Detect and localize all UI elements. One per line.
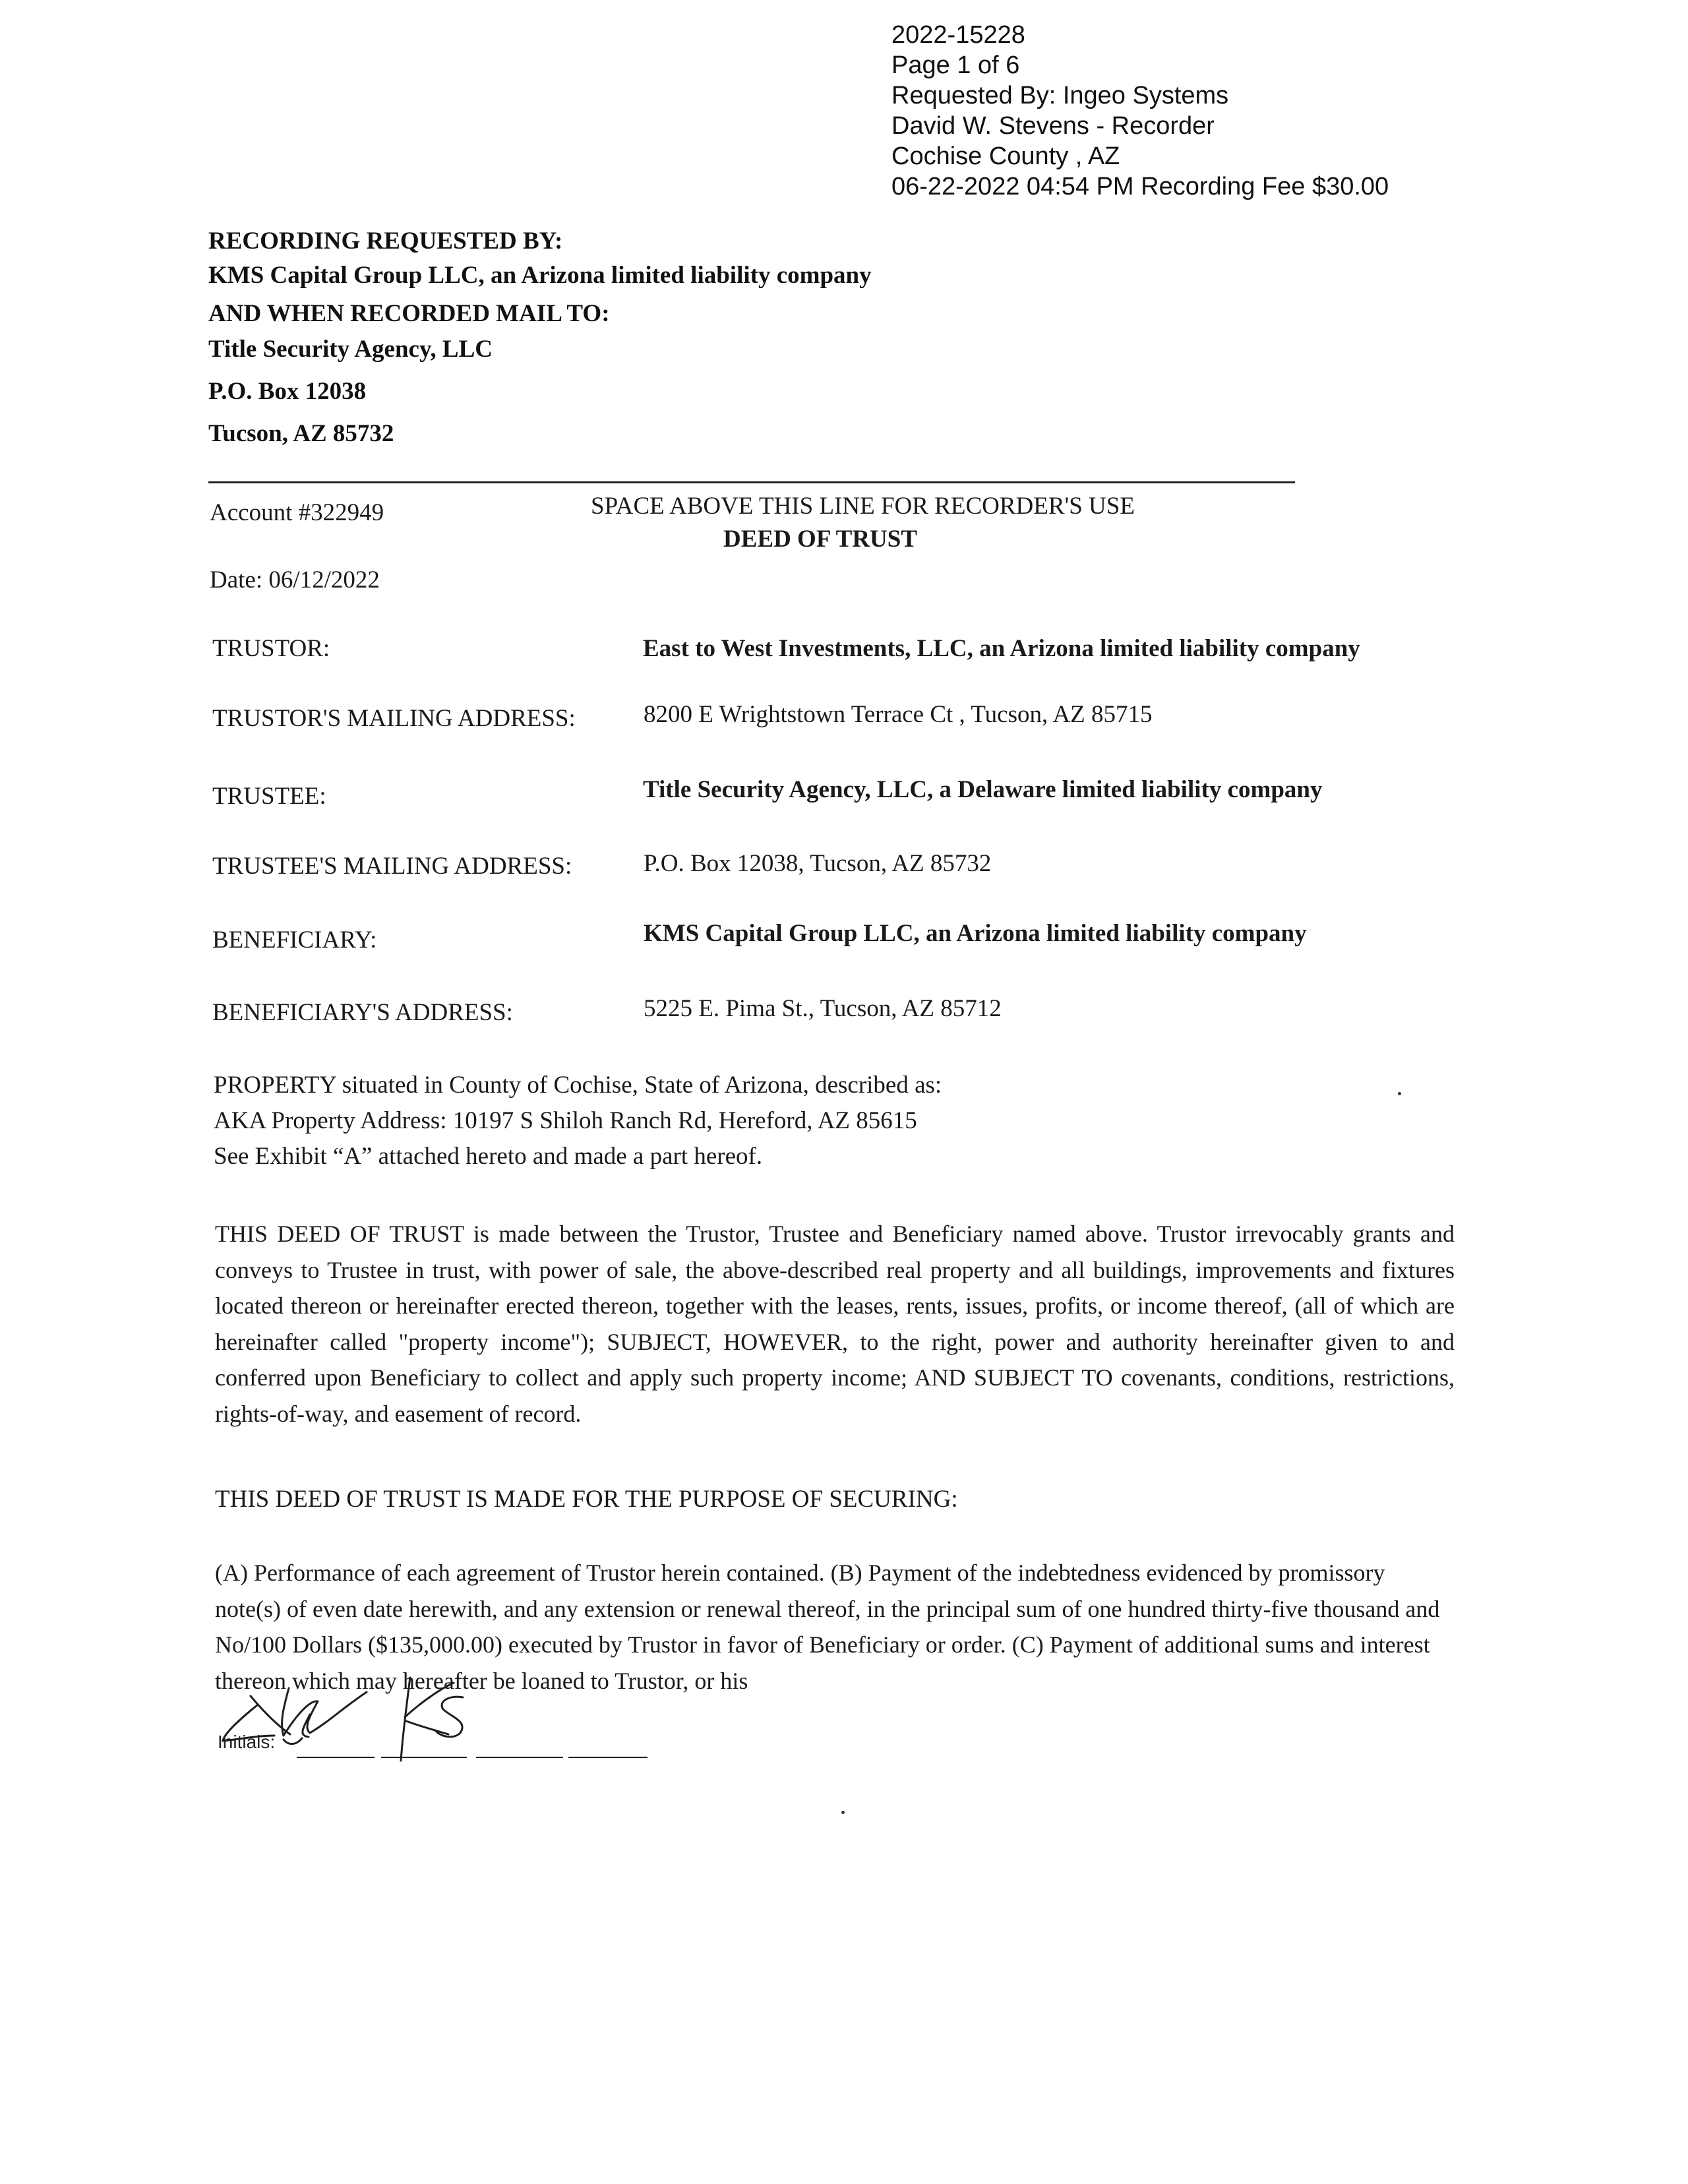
beneficiary-address-value: 5225 E. Pima St., Tucson, AZ 85712	[644, 995, 1002, 1022]
account-number: Account #322949	[210, 499, 384, 526]
purpose-heading: THIS DEED OF TRUST IS MADE FOR THE PURPOSE OF SECURING:	[215, 1486, 958, 1513]
handwritten-initials-signature	[211, 1662, 488, 1787]
initials-line-4	[568, 1757, 648, 1758]
requested-by: Requested By: Ingeo Systems	[891, 82, 1229, 109]
trustee-address-value: P.O. Box 12038, Tucson, AZ 85732	[644, 850, 992, 877]
beneficiary-address-label: BENEFICIARY'S ADDRESS:	[212, 999, 513, 1026]
recorder-use-divider	[208, 481, 1295, 483]
trustor-address-value: 8200 E Wrightstown Terrace Ct , Tucson, AZ 85715	[644, 701, 1153, 728]
trustee-address-label: TRUSTEE'S MAILING ADDRESS:	[212, 853, 572, 880]
property-exhibit-note: See Exhibit “A” attached hereto and made a part hereof.	[214, 1143, 763, 1170]
securing-paragraph: (A) Performance of each agreement of Trustor herein contained. (B) Payment of the indebtedness evidenced by promissory note(s) of even date herewith, and any extension or renewal thereof, in the principal sum of one hundred thirty-five thousand and No/100 Dollars ($135,000.00) executed by Trustor in favor of Beneficiary or order. (C) Payment of additional sums and interest thereon which may hereafter be loaned to Trustor, or his	[215, 1560, 1440, 1694]
document-number: 2022-15228	[891, 21, 1025, 49]
trustor-value: East to West Investments, LLC, an Arizona limited liability company	[643, 635, 1360, 662]
trustee-value: Title Security Agency, LLC, a Delaware limited liability company	[643, 776, 1323, 803]
property-address: AKA Property Address: 10197 S Shiloh Ranch Rd, Hereford, AZ 85615	[214, 1107, 917, 1134]
document-title: DEED OF TRUST	[723, 526, 918, 553]
grant-paragraph: THIS DEED OF TRUST is made between the Trustor, Trustee and Beneficiary named above. Trustor irrevocably grants and conveys to Trustee in trust, with power of sale, the above-described real property and all buildings, improvements and fixtures located thereon or hereinafter erected thereon, together with the leases, rents, issues, profits, or income thereof, (all of which are hereinafter called "property income"); SUBJECT, HOWEVER, to the right, power and authority hereinafter given to and conferred upon Beneficiary to collect and apply such property income; AND SUBJECT TO covenants, conditions, restrictions, rights-of-way, and easement of record.	[215, 1221, 1455, 1427]
recording-county: Cochise County , AZ	[891, 142, 1120, 170]
beneficiary-label: BENEFICIARY:	[212, 926, 377, 954]
page-indicator: Page 1 of 6	[891, 51, 1020, 79]
recorder-stamp	[891, 20, 1389, 202]
mail-to-box: P.O. Box 12038	[208, 378, 367, 405]
mail-to-label: AND WHEN RECORDED MAIL TO:	[208, 300, 610, 327]
recorder-space-note: SPACE ABOVE THIS LINE FOR RECORDER'S USE	[591, 493, 1135, 520]
mail-to-city: Tucson, AZ 85732	[208, 420, 394, 447]
trustor-label: TRUSTOR:	[212, 635, 330, 662]
document-date: Date: 06/12/2022	[210, 566, 380, 593]
requested-by-label: RECORDING REQUESTED BY:	[208, 228, 563, 255]
mail-to-name: Title Security Agency, LLC	[208, 336, 493, 363]
recorder-name: David W. Stevens - Recorder	[891, 112, 1215, 140]
initials-label: Initials:	[218, 1732, 276, 1752]
trustor-address-label: TRUSTOR'S MAILING ADDRESS:	[212, 705, 576, 732]
scan-speck	[1398, 1092, 1401, 1095]
beneficiary-value: KMS Capital Group LLC, an Arizona limited liability company	[644, 920, 1307, 947]
initials-line-3	[476, 1757, 563, 1758]
scan-speck	[841, 1811, 845, 1814]
recording-date-fee: 06-22-2022 04:54 PM Recording Fee $30.00	[891, 173, 1389, 200]
trustee-label: TRUSTEE:	[212, 783, 326, 810]
requested-by-name: KMS Capital Group LLC, an Arizona limited liability company	[208, 262, 872, 289]
property-location: PROPERTY situated in County of Cochise, State of Arizona, described as:	[214, 1072, 942, 1099]
